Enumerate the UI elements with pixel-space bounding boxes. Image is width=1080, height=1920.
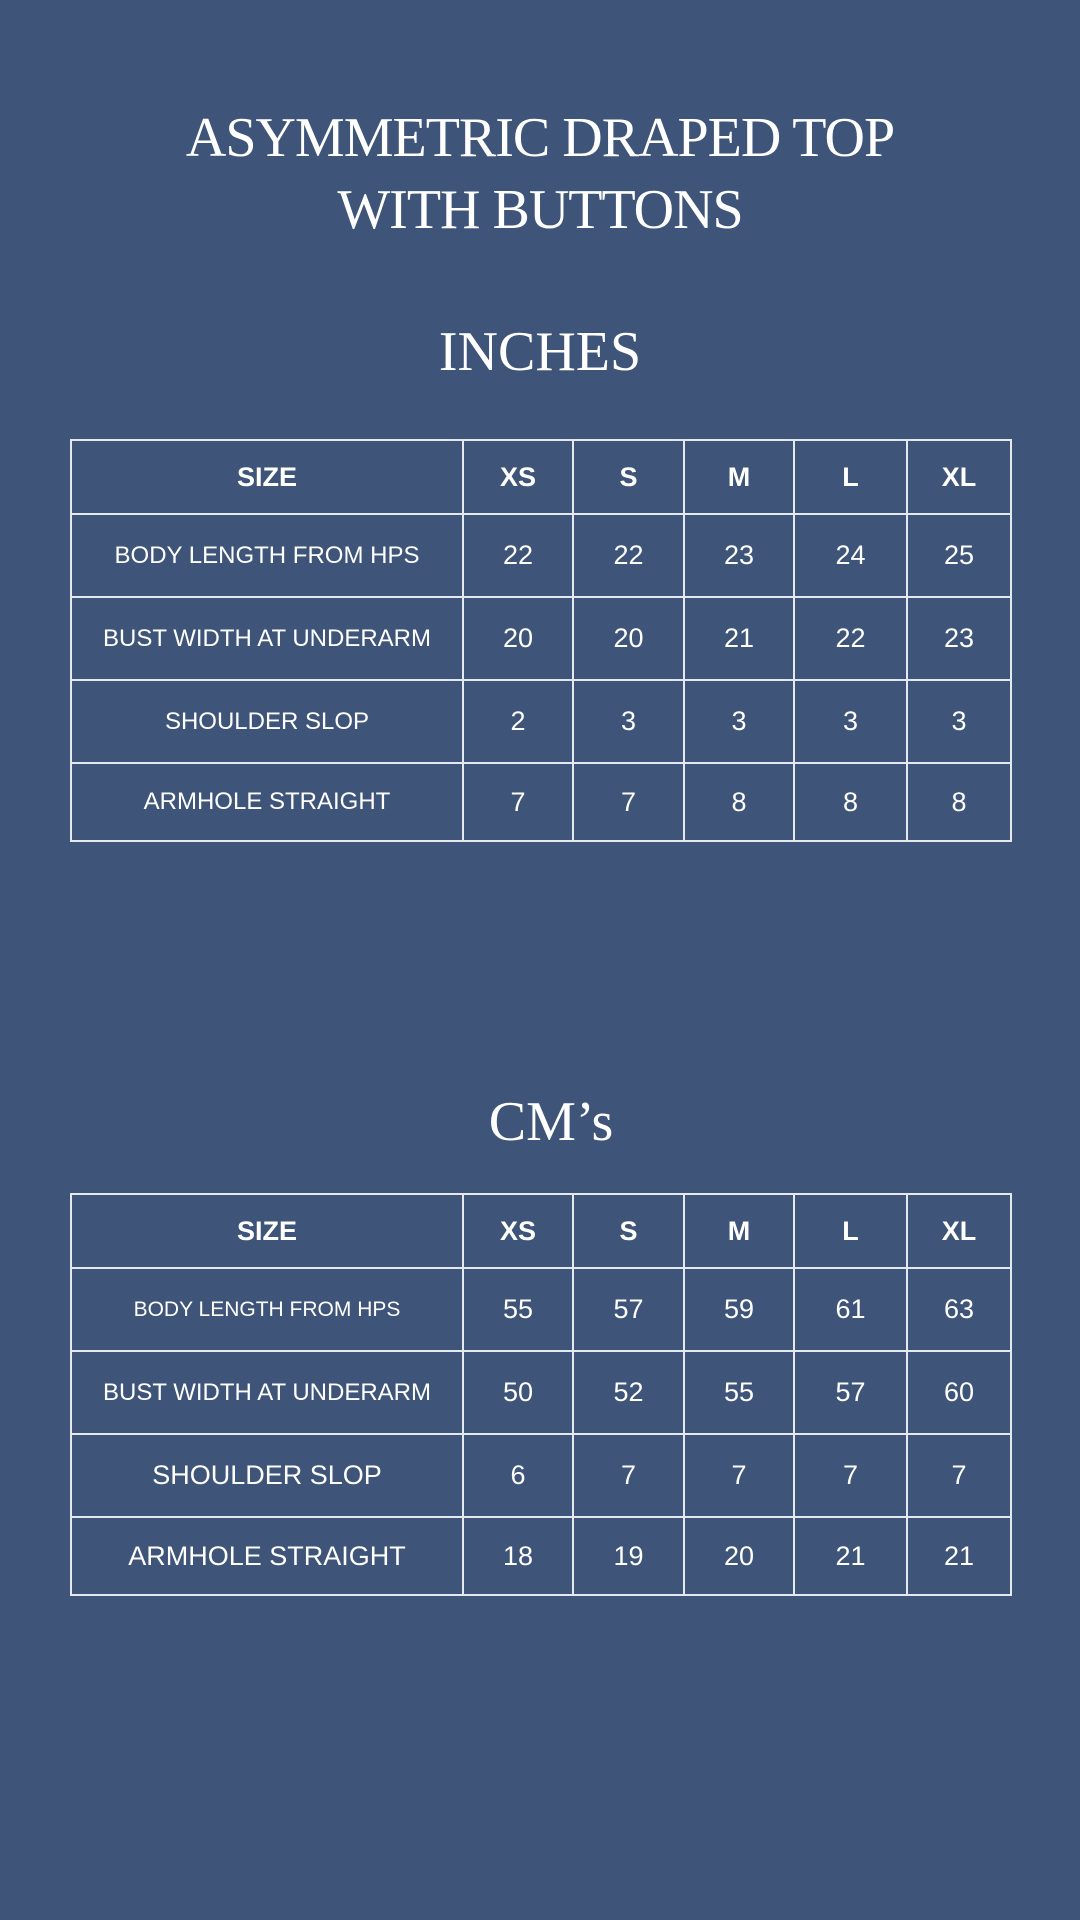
table-header-row: [71, 1194, 1011, 1268]
table-row: [71, 597, 1011, 680]
column-header-xs: XS: [463, 1194, 573, 1268]
table-cell: 22: [463, 514, 573, 597]
table-cell: 23: [907, 597, 1011, 680]
column-header-m: M: [684, 1194, 794, 1268]
table-cell: 59: [684, 1268, 794, 1351]
table-row: [71, 763, 1011, 841]
column-header-xl: XL: [907, 440, 1011, 514]
row-label: SHOULDER SLOP: [71, 1434, 463, 1517]
column-header-size: SIZE: [71, 440, 463, 514]
row-label: ARMHOLE STRAIGHT: [71, 1517, 463, 1595]
table-cell: 55: [684, 1351, 794, 1434]
inches-heading: INCHES: [438, 321, 642, 383]
table-cell: 6: [463, 1434, 573, 1517]
table-cell: 50: [463, 1351, 573, 1434]
table-row: [71, 680, 1011, 763]
table-cell: 3: [684, 680, 794, 763]
table-cell: 18: [463, 1517, 573, 1595]
table-header-row: [71, 440, 1011, 514]
table-cell: 57: [573, 1268, 684, 1351]
table-cell: 19: [573, 1517, 684, 1595]
table-cell: 22: [794, 597, 907, 680]
row-label: ARMHOLE STRAIGHT: [71, 763, 463, 841]
table-cell: 52: [573, 1351, 684, 1434]
table-cell: 7: [463, 763, 573, 841]
inches-size-table: [70, 439, 1012, 842]
table-row: [71, 1351, 1011, 1434]
table-cell: 8: [794, 763, 907, 841]
table-cell: 7: [573, 763, 684, 841]
row-label: SHOULDER SLOP: [71, 680, 463, 763]
table-row: [71, 514, 1011, 597]
cms-heading: CM’s: [488, 1091, 614, 1153]
table-cell: 63: [907, 1268, 1011, 1351]
row-label: BUST WIDTH AT UNDERARM: [71, 597, 463, 680]
table-cell: 20: [684, 1517, 794, 1595]
page-title: [0, 102, 1080, 246]
table-cell: 2: [463, 680, 573, 763]
table-cell: 60: [907, 1351, 1011, 1434]
table-row: [71, 1268, 1011, 1351]
column-header-xl: XL: [907, 1194, 1011, 1268]
table-cell: 21: [907, 1517, 1011, 1595]
table-cell: 7: [794, 1434, 907, 1517]
table-cell: 7: [573, 1434, 684, 1517]
table-cell: 20: [573, 597, 684, 680]
table-cell: 23: [684, 514, 794, 597]
table-cell: 8: [684, 763, 794, 841]
row-label: BUST WIDTH AT UNDERARM: [71, 1351, 463, 1434]
table-cell: 24: [794, 514, 907, 597]
page-title-line-1: ASYMMETRIC DRAPED TOP: [185, 107, 895, 169]
table-row: [71, 1434, 1011, 1517]
cms-size-table: [70, 1193, 1012, 1596]
table-cell: 61: [794, 1268, 907, 1351]
table-row: [71, 1517, 1011, 1595]
table-cell: 8: [907, 763, 1011, 841]
row-label: BODY LENGTH FROM HPS: [71, 1268, 463, 1351]
column-header-s: S: [573, 1194, 684, 1268]
table-cell: 25: [907, 514, 1011, 597]
row-label: BODY LENGTH FROM HPS: [71, 514, 463, 597]
table-cell: 55: [463, 1268, 573, 1351]
page-title-line-2: WITH BUTTONS: [337, 179, 743, 241]
table-cell: 22: [573, 514, 684, 597]
table-cell: 57: [794, 1351, 907, 1434]
table-cell: 21: [794, 1517, 907, 1595]
column-header-l: L: [794, 440, 907, 514]
column-header-m: M: [684, 440, 794, 514]
table-cell: 7: [907, 1434, 1011, 1517]
column-header-xs: XS: [463, 440, 573, 514]
table-cell: 3: [573, 680, 684, 763]
column-header-size: SIZE: [71, 1194, 463, 1268]
table-cell: 3: [907, 680, 1011, 763]
table-cell: 20: [463, 597, 573, 680]
table-cell: 7: [684, 1434, 794, 1517]
table-cell: 3: [794, 680, 907, 763]
column-header-s: S: [573, 440, 684, 514]
column-header-l: L: [794, 1194, 907, 1268]
table-cell: 21: [684, 597, 794, 680]
